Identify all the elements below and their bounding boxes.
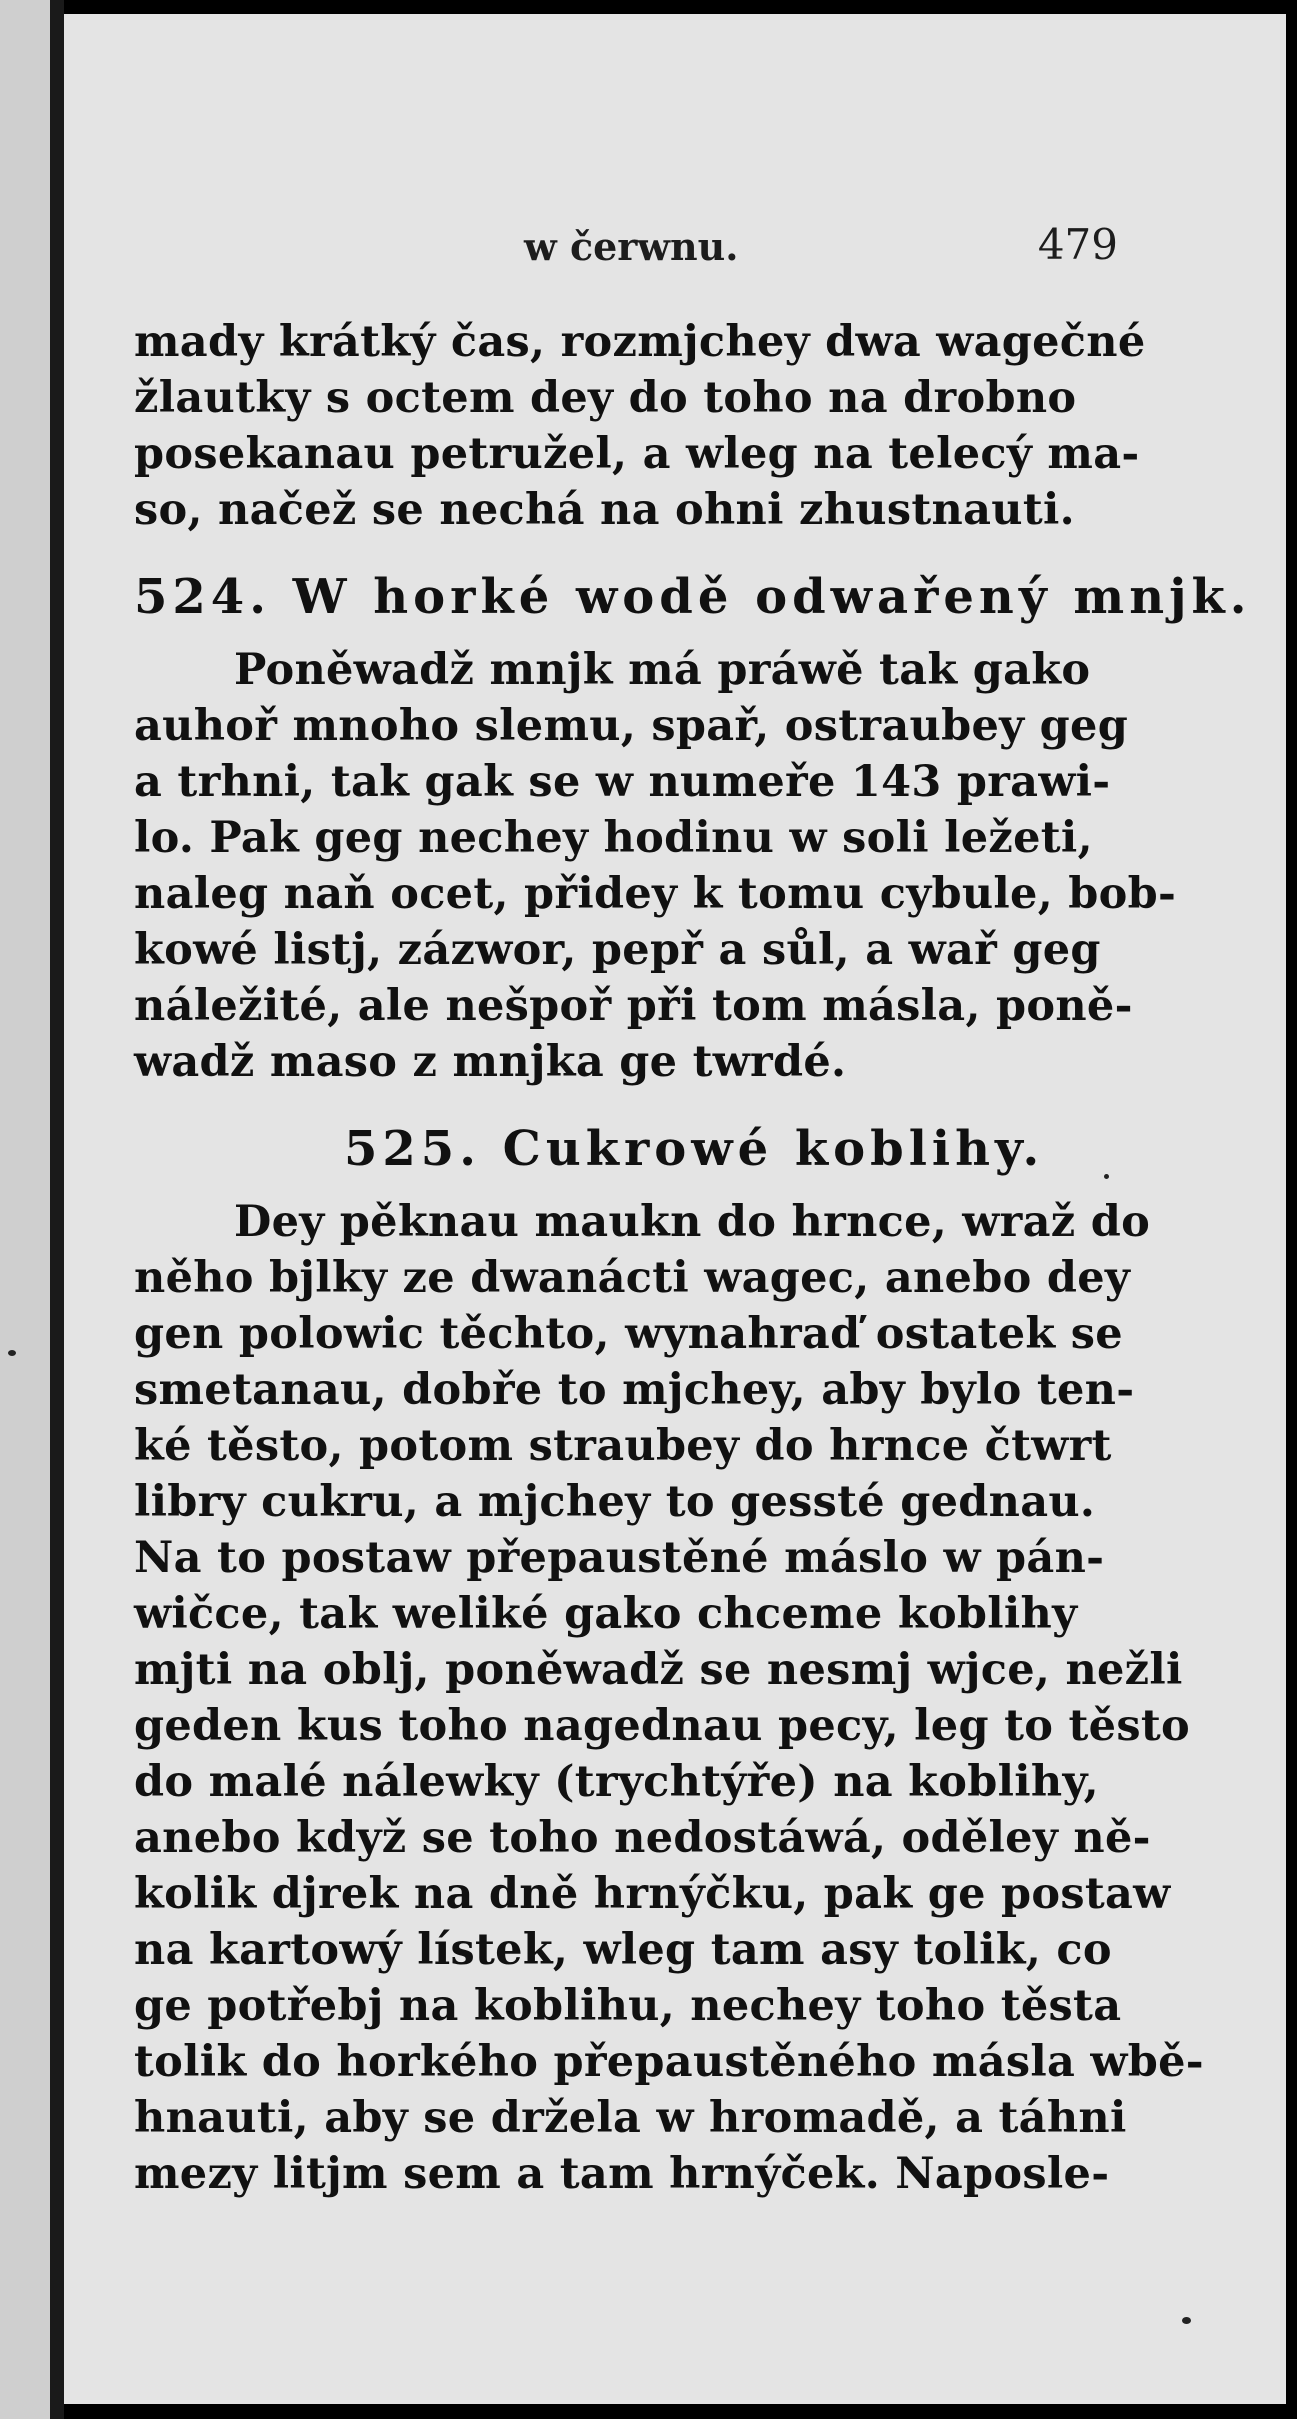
page-header (64, 220, 1286, 274)
text-line: ge potřebj na koblihu, nechey toho těsta (134, 1981, 1122, 2031)
text-line: něho bjlky ze dwanácti wagec, anebo dey (134, 1253, 1131, 1303)
text-line: lo. Pak geg nechey hodinu w soli ležeti, (134, 813, 1093, 863)
page-number: 479 (1037, 220, 1118, 269)
text-line: do malé nálewky (trychtýře) na koblihy, (134, 1757, 1099, 1807)
text-line: wadž maso z mnjka ge twrdé. (134, 1037, 847, 1087)
ink-speck (8, 1350, 16, 1356)
page-gutter (50, 0, 64, 2419)
section-heading-525: 525. Cukrowé koblihy. (344, 1121, 1045, 1177)
page-body (134, 314, 1252, 2202)
text-line: smetanau, dobře to mjchey, aby bylo ten- (134, 1365, 1135, 1415)
book-page (64, 14, 1286, 2404)
text-line: Dey pěknau maukn do hrnce, wraž do (234, 1197, 1151, 1247)
text-line: so, načež se nechá na ohni zhustnauti. (134, 485, 1075, 535)
text-line: mezy litjm sem a tam hrnýček. Naposle- (134, 2149, 1110, 2199)
text-line: kolik djrek na dně hrnýčku, pak ge postaw (134, 1869, 1171, 1919)
ink-speck (1104, 1174, 1109, 1179)
section-heading-524: 524. W horké wodě odwařený mnjk. (134, 569, 1252, 625)
previous-page-edge (0, 0, 50, 2419)
text-line: libry cukru, a mjchey to gessté gednau. (134, 1477, 1096, 1527)
text-line: na kartowý lístek, wleg tam asy tolik, co (134, 1925, 1112, 1975)
text-line: geden kus toho nagednau pecy, leg to těsto (134, 1701, 1190, 1751)
text-line: Na to postaw přepaustěné máslo w pán- (134, 1533, 1105, 1583)
text-line: kowé listj, zázwor, pepř a sůl, a wař geg (134, 925, 1101, 975)
text-line: mjti na oblj, poněwadž se nesmj wjce, nežli (134, 1645, 1183, 1695)
section-524-text (134, 642, 1177, 1090)
text-line: náležité, ale nešpoř při tom másla, poně- (134, 981, 1133, 1031)
text-line: a trhni, tak gak se w numeře 143 prawi- (134, 757, 1111, 807)
ink-speck (1182, 2317, 1191, 2324)
text-line: ké těsto, potom straubey do hrnce čtwrt (134, 1421, 1112, 1471)
text-line: auhoř mnoho slemu, spař, ostraubey geg (134, 701, 1129, 751)
text-line: anebo když se toho nedostáwá, oděley ně- (134, 1813, 1151, 1863)
text-line: Poněwadž mnjk má práwě tak gako (234, 645, 1091, 695)
paragraph-continuation (134, 314, 1146, 538)
text-line: wičce, tak weliké gako chceme koblihy (134, 1589, 1078, 1639)
text-line: žlautky s octem dey do toho na drobno (134, 373, 1077, 423)
section-525-text (134, 1194, 1204, 2202)
text-line: gen polowic těchto, wynahraď ostatek se (134, 1309, 1123, 1359)
text-line: naleg naň ocet, přidey k tomu cybule, bob- (134, 869, 1177, 919)
text-line: tolik do horkého přepaustěného másla wbě- (134, 2037, 1204, 2087)
text-line: posekanau petružel, a wleg na telecý ma- (134, 429, 1140, 479)
running-head: w čerwnu. (524, 224, 739, 269)
text-line: mady krátký čas, rozmjchey dwa wagečné (134, 317, 1146, 367)
text-line: hnauti, aby se držela w hromadě, a táhni (134, 2093, 1127, 2143)
